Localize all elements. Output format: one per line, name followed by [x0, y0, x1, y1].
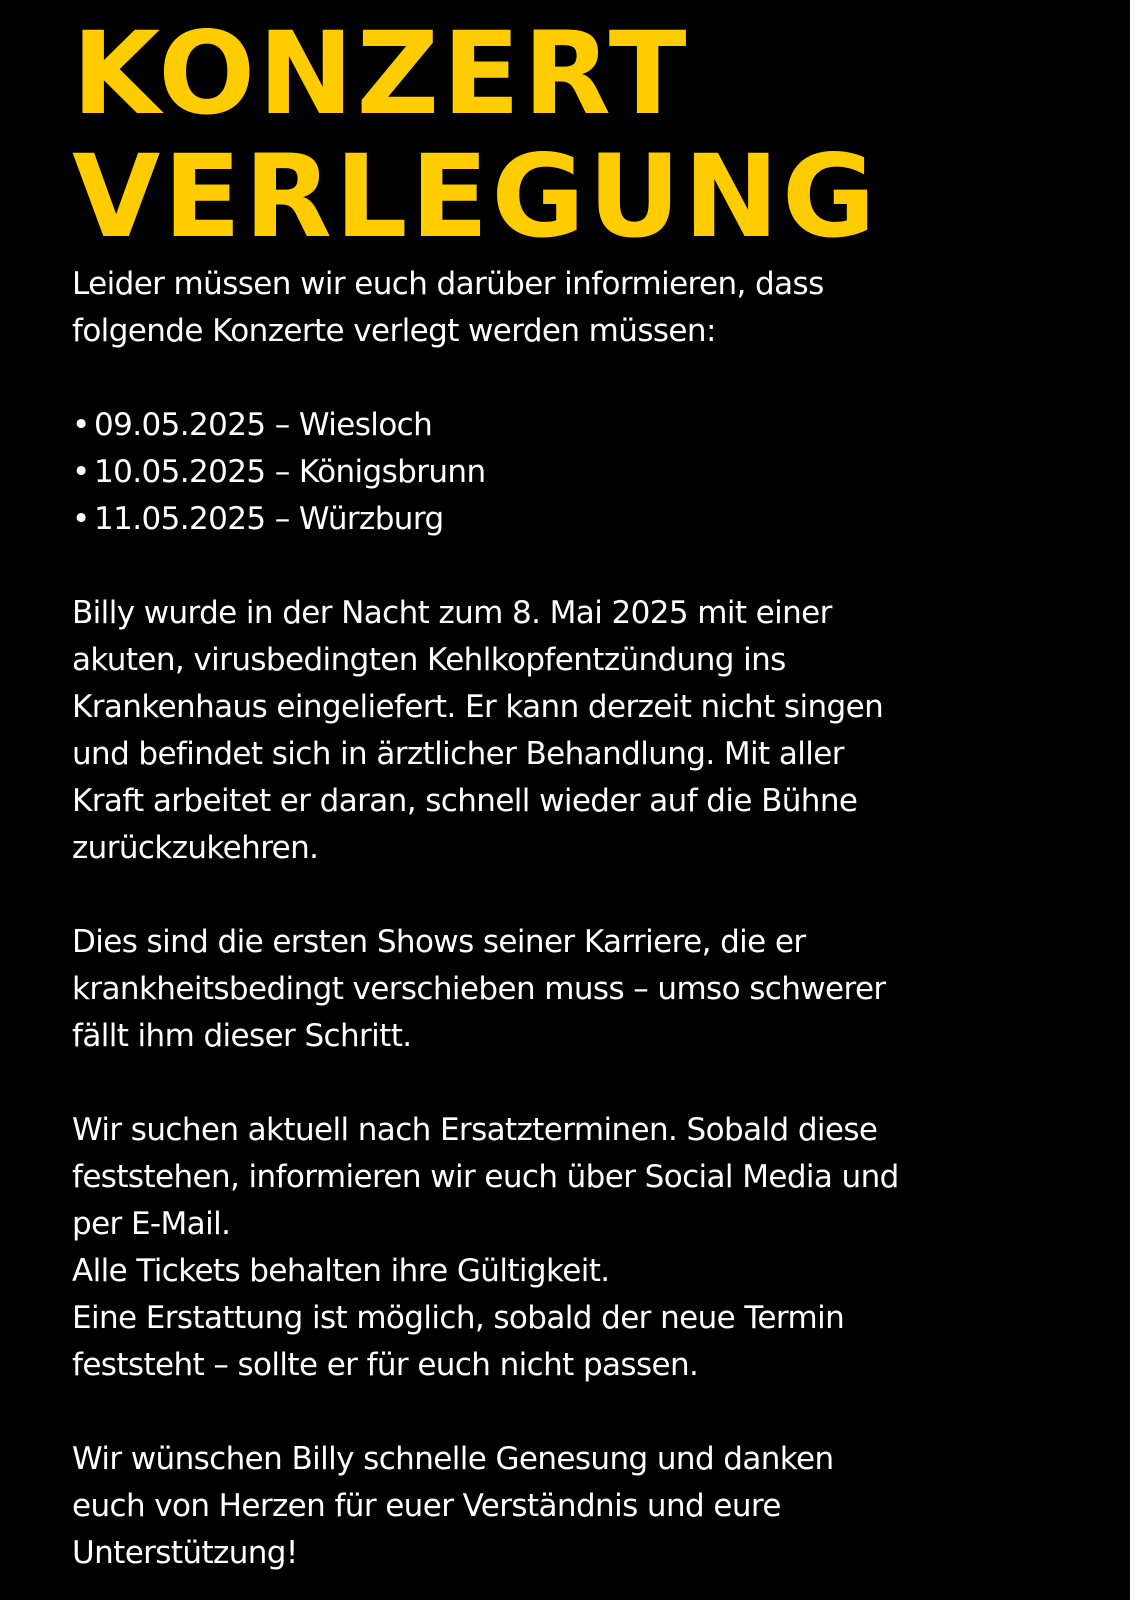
bullet-icon: • [72, 454, 90, 490]
replacement-line: Wir suchen aktuell nach Ersatzterminen. Sobald diese [72, 1112, 878, 1148]
reason-line: Krankenhaus eingeliefert. Er kann derzeit nicht singen [72, 689, 884, 725]
replacement-line: feststehen, informieren wir euch über Social Media und [72, 1159, 899, 1195]
paragraph-gap [72, 543, 1062, 590]
reason-line: und befindet sich in ärztlicher Behandlung. Mit aller [72, 736, 844, 772]
reason-line: Billy wurde in der Nacht zum 8. Mai 2025 mit einer [72, 595, 832, 631]
concert-date-location: 09.05.2025 – Wiesloch [94, 407, 433, 443]
intro-line: folgende Konzerte verlegt werden müssen: [72, 313, 716, 349]
first-shows-line: fällt ihm dieser Schritt. [72, 1018, 412, 1054]
first-shows-line: krankheitsbedingt verschieben muss – umso schwerer [72, 971, 886, 1007]
reason-line: Kraft arbeitet er daran, schnell wieder auf die Bühne [72, 783, 858, 819]
intro-paragraph [72, 261, 1062, 355]
first-shows-line: Dies sind die ersten Shows seiner Karriere, die er [72, 924, 806, 960]
reason-paragraph [72, 590, 1062, 872]
paragraph-gap [72, 1389, 1062, 1436]
concert-list-item [72, 496, 1062, 543]
replacement-line: per E-Mail. [72, 1206, 231, 1242]
bullet-icon: • [72, 407, 90, 443]
paragraph-gap [72, 1060, 1062, 1107]
announcement-poster [72, 7, 1062, 1577]
bullet-icon: • [72, 501, 90, 537]
replacement-line: Alle Tickets behalten ihre Gültigkeit. [72, 1253, 610, 1289]
announcement-body [72, 261, 1062, 1577]
closing-line: euch von Herzen für euer Verständnis und eure [72, 1488, 781, 1524]
headline-line-2: VERLEGUNG [72, 130, 879, 263]
concert-date-location: 10.05.2025 – Königsbrunn [94, 454, 486, 490]
concert-date-location: 11.05.2025 – Würzburg [94, 501, 444, 537]
paragraph-gap [72, 872, 1062, 919]
concert-list-item [72, 449, 1062, 496]
reason-line: akuten, virusbedingten Kehlkopfentzündung ins [72, 642, 786, 678]
headline-line-1: KONZERT [72, 7, 690, 140]
closing-paragraph [72, 1436, 1062, 1577]
closing-line: Unterstützung! [72, 1535, 298, 1571]
concert-list [72, 402, 1062, 543]
first-shows-paragraph [72, 919, 1062, 1060]
concert-list-item [72, 402, 1062, 449]
closing-line: Wir wünschen Billy schnelle Genesung und danken [72, 1441, 834, 1477]
replacement-line: feststeht – sollte er für euch nicht passen. [72, 1347, 699, 1383]
paragraph-gap [72, 355, 1062, 402]
intro-line: Leider müssen wir euch darüber informieren, dass [72, 266, 824, 302]
replacement-line: Eine Erstattung ist möglich, sobald der neue Termin [72, 1300, 845, 1336]
headline [72, 7, 1062, 263]
reason-line: zurückzukehren. [72, 830, 319, 866]
replacement-paragraph [72, 1107, 1062, 1389]
